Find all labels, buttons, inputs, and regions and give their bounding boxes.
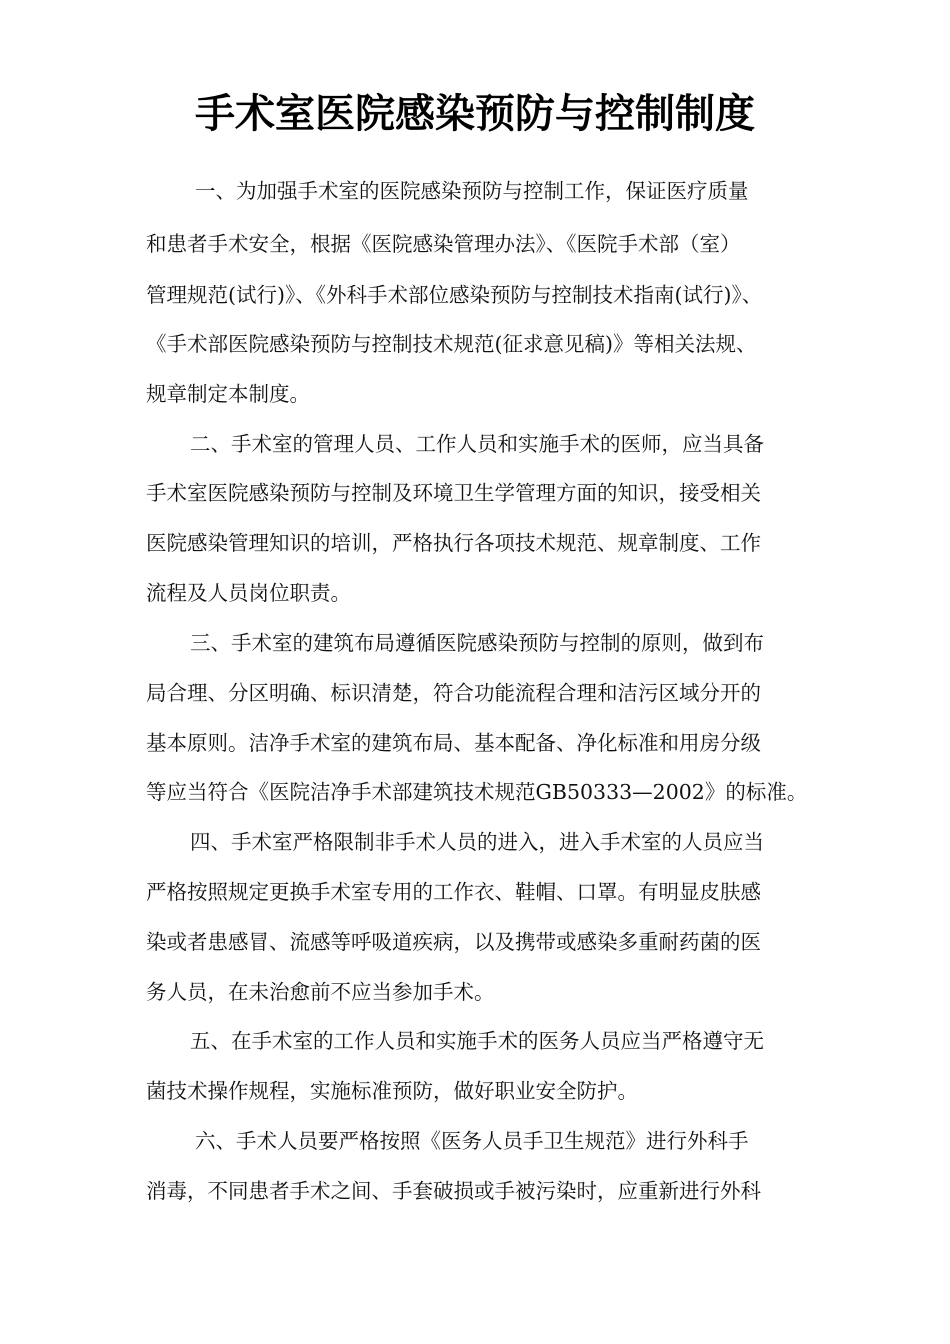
paragraph-line: 规章制定本制度。	[146, 382, 310, 406]
paragraph-line: 流程及人员岗位职责。	[146, 581, 351, 605]
paragraph-line: 二、手术室的管理人员、工作人员和实施手术的医师，应当具备	[190, 432, 764, 456]
paragraph-line: 染或者患感冒、流感等呼吸道疾病，以及携带或感染多重耐药菌的医	[146, 930, 761, 954]
document-title: 手术室医院感染预防与控制制度	[195, 91, 755, 137]
paragraph-line: 六、手术人员要严格按照《医务人员手卫生规范》进行外科手	[195, 1129, 749, 1153]
paragraph-line: 五、在手术室的工作人员和实施手术的医务人员应当严格遵守无	[190, 1029, 764, 1053]
paragraph-line: 严格按照规定更换手术室专用的工作衣、鞋帽、口罩。有明显皮肤感	[146, 880, 761, 904]
paragraph-line: 医院感染管理知识的培训，严格执行各项技术规范、规章制度、工作	[146, 531, 761, 555]
paragraph-line: 三、手术室的建筑布局遵循医院感染预防与控制的原则，做到布	[190, 631, 764, 655]
paragraph-line: 消毒，不同患者手术之间、手套破损或手被污染时，应重新进行外科	[146, 1179, 761, 1203]
paragraph-line: 四、手术室严格限制非手术人员的进入，进入手术室的人员应当	[190, 830, 764, 854]
paragraph-line: 《手术部医院感染预防与控制技术规范(征求意见稿)》等相关法规、	[146, 332, 757, 356]
paragraph-line: 一、为加强手术室的医院感染预防与控制工作，保证医疗质量	[195, 179, 749, 203]
paragraph-line: 基本原则。洁净手术室的建筑布局、基本配备、净化标准和用房分级	[146, 731, 761, 755]
paragraph-line: 务人员，在未治愈前不应当参加手术。	[146, 980, 495, 1004]
paragraph-line: 管理规范(试行)》、《外科手术部位感染预防与控制技术指南(试行)》、	[146, 283, 763, 307]
paragraph-line: 手术室医院感染预防与控制及环境卫生学管理方面的知识，接受相关	[146, 481, 761, 505]
paragraph-line: 局合理、分区明确、标识清楚，符合功能流程合理和洁污区域分开的	[146, 681, 761, 705]
paragraph-line: 菌技术操作规程，实施标准预防，做好职业安全防护。	[146, 1079, 638, 1103]
paragraph-line: 和患者手术安全，根据《医院感染管理办法》、《医院手术部（室）	[146, 232, 741, 256]
paragraph-line: 等应当符合《医院洁净手术部建筑技术规范GB50333—2002》的标准。	[146, 780, 808, 804]
